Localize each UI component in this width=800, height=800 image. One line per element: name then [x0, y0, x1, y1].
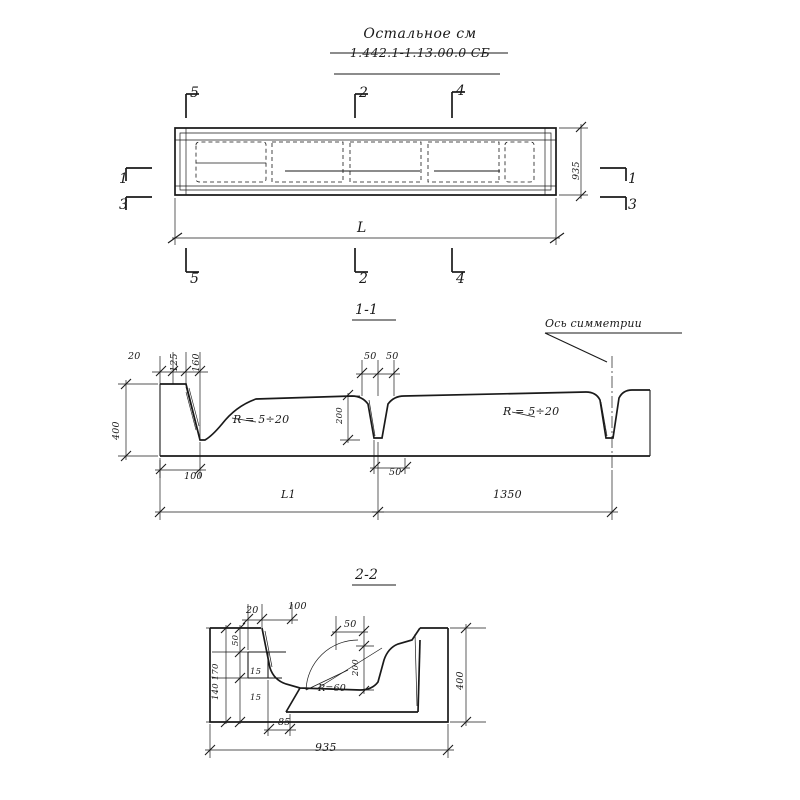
s11-dim-400: 400 — [111, 421, 122, 440]
title-handwritten: Остальное см — [363, 26, 477, 42]
s11-span-L1: L1 — [281, 488, 296, 501]
plan-section-callouts-left — [126, 168, 152, 210]
s22-dim-group: 140 170 — [211, 663, 221, 700]
s22-dim-935: 935 — [315, 741, 337, 754]
plan-callout-left-3: 3 — [119, 197, 129, 213]
s11-dim-125: 125 — [169, 353, 180, 372]
plan-callout-bottom-5: 5 — [190, 271, 200, 287]
plan-callout-left-1: 1 — [119, 171, 129, 187]
section-1-1-span-dims — [155, 442, 618, 520]
s22-dim-20: 20 — [246, 605, 259, 616]
section-2-2-title: 2-2 — [355, 567, 379, 583]
s11-dim-50b: 50 — [386, 351, 399, 362]
plan-section-callouts-right — [600, 168, 626, 210]
plan-section-callouts-bottom — [186, 248, 465, 272]
plan-length-label: L — [357, 220, 367, 236]
s22-dim-100: 100 — [288, 601, 307, 612]
plan-callout-top-2: 2 — [359, 85, 369, 101]
s11-dim-50a: 50 — [364, 351, 377, 362]
plan-section-callouts-top — [186, 92, 465, 118]
s22-dim-50: 50 — [344, 619, 357, 630]
s11-dim-160: 160 — [191, 353, 202, 372]
plan-callout-right-1: 1 — [628, 171, 638, 187]
s22-dim-15a: 15 — [250, 667, 262, 677]
title-block — [325, 26, 515, 60]
s22-dim-15b: 15 — [250, 693, 262, 703]
section-1-1-height-dim — [118, 379, 158, 461]
section-1-1-title: 1-1 — [355, 302, 379, 318]
axis-of-symmetry-label: Ось симметрии — [545, 317, 642, 330]
s11-dim-200: 200 — [335, 407, 345, 424]
s11-radius-left: R = 5÷20 — [233, 413, 290, 426]
plan-view — [126, 92, 626, 272]
s11-span-1350: 1350 — [493, 488, 522, 501]
s22-dim-85: 85 — [278, 717, 291, 728]
s22-dim-400: 400 — [455, 671, 466, 690]
s22-dim-50-left: 50 — [231, 634, 241, 646]
plan-callout-top-5: 5 — [190, 85, 200, 101]
s11-dim-50c: 50 — [389, 467, 402, 478]
plan-height-label: 935 — [571, 161, 582, 180]
s11-dim-100: 100 — [184, 471, 203, 482]
s22-dim-200: 200 — [351, 659, 361, 676]
plan-callout-top-4: 4 — [456, 83, 466, 99]
plan-callout-bottom-4: 4 — [456, 271, 466, 287]
s22-radius-60: R=60 — [318, 683, 347, 694]
plan-callout-bottom-2: 2 — [359, 271, 369, 287]
section-1-1-view — [118, 317, 682, 520]
plan-callout-right-3: 3 — [628, 197, 638, 213]
s11-radius-right: R = 5÷20 — [503, 405, 560, 418]
section-1-1-mid-dims — [356, 360, 400, 396]
s11-dim-20: 20 — [128, 351, 141, 362]
spec-code: 1.442.1-1.13.00.0 СБ — [349, 45, 491, 60]
